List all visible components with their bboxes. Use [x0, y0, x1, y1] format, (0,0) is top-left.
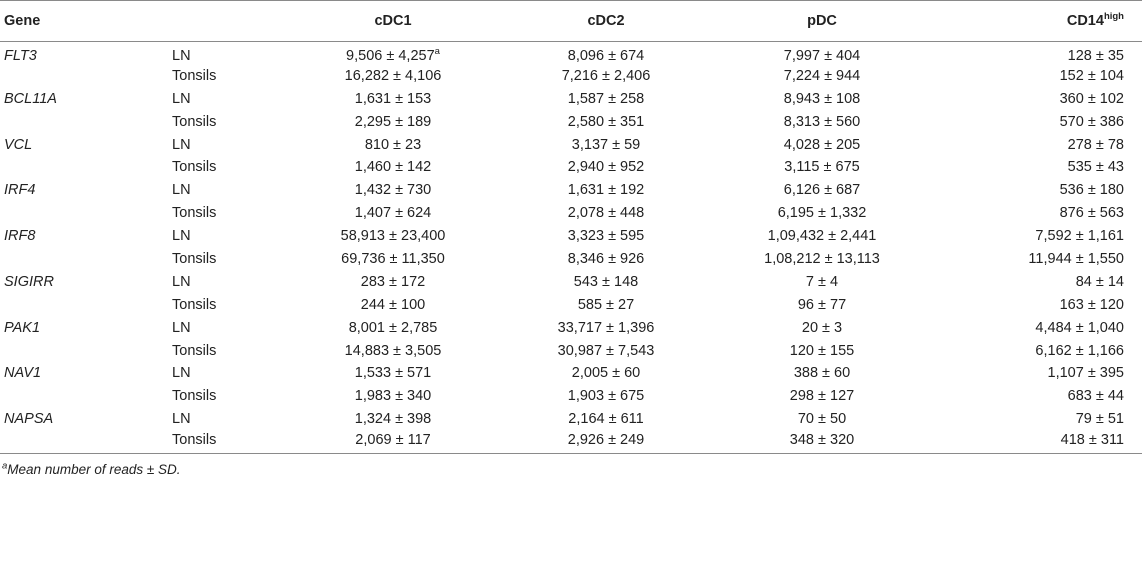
- table-row: [0, 293, 1142, 316]
- gene-name-cell: [0, 202, 168, 225]
- gene-name-cell: VCL: [4, 136, 33, 153]
- tissue-cell: LN: [172, 319, 191, 336]
- pdc-value-cell: 7,224 ± 944: [783, 67, 861, 84]
- gene-name-cell: [0, 339, 168, 362]
- cdc1-value: 8,001 ± 2,785: [348, 319, 438, 336]
- table-row: [0, 64, 1142, 87]
- tissue-cell: LN: [172, 90, 191, 107]
- cdc1-value-cell: [286, 248, 500, 271]
- tissue-cell: Tonsils: [172, 296, 217, 313]
- cdc1-value: 58,913 ± 23,400: [340, 228, 446, 245]
- gene-name-cell: FLT3: [4, 48, 37, 65]
- cdc1-value-cell: [286, 133, 500, 156]
- cdc1-value-cell: [286, 202, 500, 225]
- pdc-value-cell: 348 ± 320: [712, 431, 932, 454]
- pdc-value-cell: 120 ± 155: [789, 342, 855, 359]
- cdc1-value: 1,631 ± 153: [354, 90, 432, 107]
- cdc1-value-cell: [286, 339, 500, 362]
- cd14high-value-cell: 4,484 ± 1,040: [1035, 319, 1124, 336]
- cdc2-value-cell: 2,580 ± 351: [567, 113, 645, 130]
- cd14high-value-cell: 152 ± 104: [1059, 67, 1124, 84]
- pdc-value-cell: 8,313 ± 560: [783, 113, 861, 130]
- cdc1-value-cell: [286, 42, 500, 65]
- cdc1-value-cell: [286, 293, 500, 316]
- table-row: [0, 133, 1142, 156]
- table-row: [0, 385, 1142, 408]
- gene-name-cell: [0, 64, 168, 87]
- cdc1-value: 69,736 ± 11,350: [341, 250, 445, 267]
- table-row: [0, 179, 1142, 202]
- gene-name-cell: IRF4: [4, 182, 36, 199]
- cd14high-value-cell: 535 ± 43: [1067, 159, 1124, 176]
- tissue-cell: LN: [172, 411, 191, 428]
- tissue-cell: Tonsils: [172, 342, 217, 359]
- tissue-cell: LN: [172, 182, 191, 199]
- cd14high-value-cell: 683 ± 44: [1067, 388, 1124, 405]
- header-cd14high: [932, 1, 1142, 42]
- gene-name-cell: SIGIRR: [4, 273, 54, 290]
- cdc2-value-cell: 7,216 ± 2,406: [561, 67, 651, 84]
- table-row: [0, 110, 1142, 133]
- cd14high-value-cell: 360 ± 102: [1059, 90, 1124, 107]
- table-row: [0, 42, 1142, 65]
- cdc1-value: 1,324 ± 398: [354, 411, 432, 428]
- cdc1-value: 9,506 ± 4,257: [346, 48, 435, 65]
- cd14high-value-cell: 1,107 ± 395: [1047, 365, 1124, 382]
- table-row: [0, 362, 1142, 385]
- table-row: [0, 248, 1142, 271]
- cdc1-value: 14,883 ± 3,505: [344, 342, 442, 359]
- pdc-value-cell: 6,126 ± 687: [783, 182, 861, 199]
- table-footnote: [0, 462, 1142, 477]
- cdc1-value: 283 ± 172: [360, 273, 426, 290]
- pdc-value-cell: 6,195 ± 1,332: [777, 205, 867, 222]
- pdc-value-cell: 3,115 ± 675: [784, 159, 860, 176]
- cdc1-value-cell: [286, 362, 500, 385]
- cdc2-value-cell: 543 ± 148: [573, 273, 639, 290]
- header-cdc1: cDC1: [286, 1, 500, 42]
- header-gene: Gene: [0, 1, 168, 42]
- cd14high-value-cell: 79 ± 51: [1075, 411, 1124, 428]
- tissue-cell: LN: [172, 48, 191, 65]
- pdc-value-cell: 298 ± 127: [789, 388, 855, 405]
- cdc2-value-cell: 8,346 ± 926: [567, 250, 645, 267]
- pdc-value-cell: 20 ± 3: [801, 319, 843, 336]
- footnote-text: Mean number of reads ± SD.: [7, 462, 181, 478]
- table-row: [0, 408, 1142, 431]
- gene-name-cell: BCL11A: [4, 90, 57, 107]
- tissue-cell: LN: [172, 273, 191, 290]
- footnote-marker: a: [2, 460, 8, 472]
- tissue-cell: Tonsils: [172, 205, 217, 222]
- gene-name-cell: [0, 110, 168, 133]
- cdc2-value-cell: 33,717 ± 1,396: [557, 319, 655, 336]
- cdc1-value-cell: [286, 431, 500, 454]
- tissue-cell: Tonsils: [172, 388, 217, 405]
- cd14high-value-cell: 7,592 ± 1,161: [1035, 228, 1124, 245]
- cdc1-value: 2,069 ± 117: [355, 431, 431, 448]
- tissue-cell: LN: [172, 365, 191, 382]
- table-row: [0, 316, 1142, 339]
- cdc2-value-cell: 3,137 ± 59: [571, 136, 641, 153]
- cdc1-value-cell: [286, 110, 500, 133]
- cdc1-value-cell: [286, 225, 500, 248]
- pdc-value-cell: 70 ± 50: [797, 411, 847, 428]
- cdc2-value-cell: 2,164 ± 611: [568, 411, 644, 428]
- cd14high-value-cell: 84 ± 14: [1075, 273, 1124, 290]
- gene-name-cell: [0, 385, 168, 408]
- pdc-value-cell: 4,028 ± 205: [783, 136, 861, 153]
- pdc-value-cell: 7,997 ± 404: [783, 48, 861, 65]
- cdc2-value-cell: 2,005 ± 60: [571, 365, 641, 382]
- cdc1-value: 1,983 ± 340: [354, 388, 432, 405]
- pdc-value-cell: 1,09,432 ± 2,441: [767, 228, 877, 245]
- header-cd14-superscript: high: [1103, 11, 1124, 23]
- tissue-cell: Tonsils: [172, 113, 217, 130]
- table-row: [0, 225, 1142, 248]
- tissue-cell: LN: [172, 228, 191, 245]
- header-cd14-base: CD14: [1066, 13, 1104, 29]
- pdc-value-cell: 388 ± 60: [793, 365, 851, 382]
- cdc1-value: 244 ± 100: [360, 296, 426, 313]
- pdc-value-cell: 7 ± 4: [805, 273, 839, 290]
- pdc-value-cell: 8,943 ± 108: [783, 90, 861, 107]
- cdc2-value-cell: 1,903 ± 675: [567, 388, 645, 405]
- cdc2-value-cell: 8,096 ± 674: [567, 48, 645, 65]
- cdc1-value: 1,432 ± 730: [354, 182, 432, 199]
- cdc2-value-cell: 2,926 ± 249: [500, 431, 712, 454]
- cd14high-value-cell: 163 ± 120: [1059, 296, 1124, 313]
- cdc2-value-cell: 3,323 ± 595: [567, 228, 645, 245]
- footnote-reference: a: [434, 46, 440, 58]
- cd14high-value-cell: 536 ± 180: [1059, 182, 1124, 199]
- cdc1-value-cell: [286, 385, 500, 408]
- gene-name-cell: NAPSA: [4, 411, 54, 428]
- tissue-cell: Tonsils: [172, 67, 217, 84]
- gene-name-cell: NAV1: [4, 365, 42, 382]
- table-row: [0, 156, 1142, 179]
- cdc1-value: 810 ± 23: [364, 136, 422, 153]
- gene-name-cell: [0, 156, 168, 179]
- cd14high-value-cell: 278 ± 78: [1067, 136, 1124, 153]
- gene-name-cell: PAK1: [4, 319, 41, 336]
- tissue-cell: LN: [172, 136, 191, 153]
- cdc2-value-cell: 30,987 ± 7,543: [557, 342, 655, 359]
- header-tissue: [168, 1, 286, 42]
- cdc2-value-cell: 1,587 ± 258: [567, 90, 645, 107]
- header-pdc: pDC: [712, 1, 932, 42]
- cdc1-value: 1,407 ± 624: [354, 205, 432, 222]
- cdc2-value-cell: 2,078 ± 448: [567, 205, 645, 222]
- cdc1-value-cell: [286, 316, 500, 339]
- cd14high-value-cell: 418 ± 311: [932, 431, 1142, 454]
- tissue-cell: Tonsils: [168, 431, 286, 454]
- table-row: [0, 202, 1142, 225]
- cdc2-value-cell: 585 ± 27: [577, 296, 635, 313]
- tissue-cell: Tonsils: [172, 159, 217, 176]
- table-row: [0, 270, 1142, 293]
- cdc2-value-cell: 2,940 ± 952: [567, 159, 645, 176]
- table-row: [0, 87, 1142, 110]
- cdc1-value: 1,533 ± 571: [354, 365, 432, 382]
- cdc1-value-cell: [286, 64, 500, 87]
- cdc2-value-cell: 1,631 ± 192: [567, 182, 645, 199]
- cdc1-value: 16,282 ± 4,106: [344, 67, 442, 84]
- cdc1-value: 2,295 ± 189: [354, 113, 432, 130]
- cd14high-value-cell: 6,162 ± 1,166: [1035, 342, 1124, 359]
- cdc1-value-cell: [286, 408, 500, 431]
- cdc1-value-cell: [286, 87, 500, 110]
- cd14high-value-cell: 876 ± 563: [1059, 205, 1124, 222]
- cdc1-value-cell: [286, 179, 500, 202]
- gene-name-cell: IRF8: [4, 228, 36, 245]
- cdc1-value-cell: [286, 270, 500, 293]
- gene-name-cell: [0, 431, 168, 454]
- table-row: [0, 339, 1142, 362]
- cd14high-value-cell: 11,944 ± 1,550: [1028, 250, 1124, 267]
- cd14high-value-cell: 128 ± 35: [1067, 48, 1124, 65]
- cdc1-value-cell: [286, 156, 500, 179]
- table-body: [0, 42, 1142, 454]
- cd14high-value-cell: 570 ± 386: [1059, 113, 1124, 130]
- header-cdc2: cDC2: [500, 1, 712, 42]
- header-row: [0, 1, 1142, 42]
- pdc-value-cell: 96 ± 77: [797, 296, 847, 313]
- cdc1-value: 1,460 ± 142: [354, 159, 432, 176]
- tissue-cell: Tonsils: [172, 250, 217, 267]
- gene-name-cell: [0, 293, 168, 316]
- gene-name-cell: [0, 248, 168, 271]
- table-row: [0, 431, 1142, 454]
- pdc-value-cell: 1,08,212 ± 13,113: [764, 250, 880, 267]
